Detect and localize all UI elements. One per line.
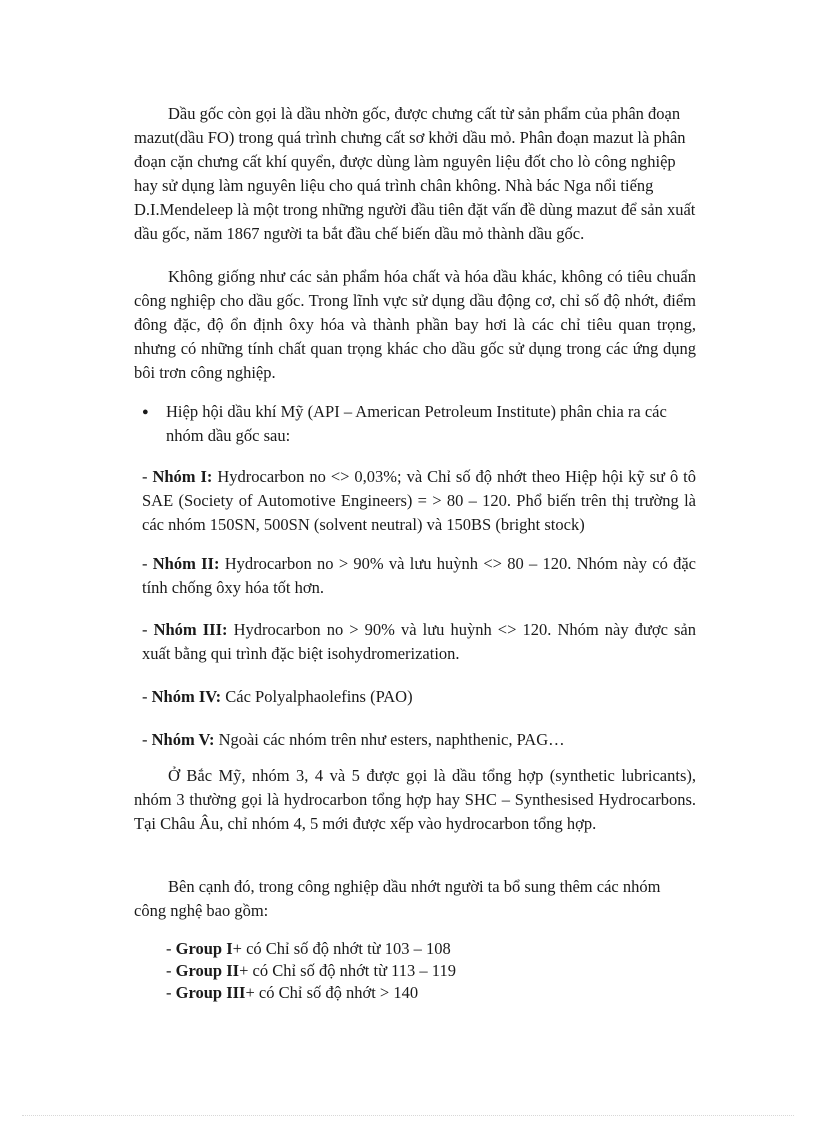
group-label: Nhóm V: (151, 730, 215, 749)
group-item-1 (142, 465, 696, 537)
group-text: Hydrocarbon no > 90% và lưu huỳnh <> 120. Nhóm này được sản xuất bằng qui trình đặc biệt isohydromerization. (142, 620, 696, 663)
tech-group-text: + có Chỉ số độ nhớt từ 113 – 119 (239, 961, 456, 980)
tech-group-item-1 (166, 938, 696, 960)
paragraph-tech-groups-intro: Bên cạnh đó, trong công nghiệp dầu nhớt người ta bổ sung thêm các nhóm công nghệ bao gồm: (134, 877, 661, 920)
tech-group-prefix: - (166, 983, 176, 1002)
group-prefix: - (142, 730, 152, 749)
bullet-api-groups: Hiệp hội dầu khí Mỹ (API – American Petroleum Institute) phân chia ra các nhóm dầu gốc sau: (166, 402, 667, 445)
bullet-dot-icon: ● (142, 406, 149, 418)
tech-group-prefix: - (166, 961, 176, 980)
tech-group-label: Group III (175, 983, 246, 1002)
group-label: Nhóm II: (152, 554, 220, 573)
group-item-5 (142, 728, 696, 752)
paragraph-base-oil-intro: Dầu gốc còn gọi là dầu nhờn gốc, được chưng cất từ sản phẩm của phân đoạn mazut(dầu FO) trong quá trình chưng cất sơ khởi dầu mỏ. Phân đoạn mazut là phân đoạn cặn chưng cất khí quyển, được dùng làm nguyên liệu đốt cho lò công nghiệp hay sử dụng làm nguyên liệu cho quá trình chân không. Nhà bác Nga nổi tiếng D.I.Mendeleep là một trong những người đầu tiên đặt vấn đề dùng mazut để sản xuất dầu gốc, năm 1867 người ta bắt đầu chế biến dầu mỏ thành dầu gốc. (134, 104, 696, 243)
group-prefix: - (142, 554, 153, 573)
tech-group-label: Group II (175, 961, 240, 980)
group-item-2 (142, 552, 696, 600)
group-item-4 (142, 685, 696, 709)
paragraph-north-america: Ở Bắc Mỹ, nhóm 3, 4 và 5 được gọi là dầu tổng hợp (synthetic lubricants), nhóm 3 thường gọi là hydrocarbon tổng hợp hay SHC – Synthesised Hydrocarbons. Tại Châu Âu, chỉ nhóm 4, 5 mới được xếp vào hydrocarbon tổng hợp. (134, 766, 696, 833)
group-item-3 (142, 618, 696, 666)
group-prefix: - (142, 467, 153, 486)
group-text: Hydrocarbon no <> 0,03%; và Chỉ số độ nhớt theo Hiệp hội kỹ sư ô tô SAE (Society of Automotive Engineers) = > 80 – 120. Phổ biến trên thị trường là các nhóm 150SN, 500SN (solvent neutral) và 150BS (bright stock) (142, 467, 696, 534)
group-label: Nhóm I: (152, 467, 213, 486)
group-label: Nhóm IV: (151, 687, 222, 706)
tech-group-text: + có Chỉ số độ nhớt > 140 (245, 983, 419, 1002)
group-text: Hydrocarbon no > 90% và lưu huỳnh <> 80 – 120. Nhóm này có đặc tính chống ôxy hóa tốt hơn. (142, 554, 696, 597)
group-text: Ngoài các nhóm trên như esters, naphthenic, PAG… (214, 730, 565, 749)
tech-group-label: Group I (175, 939, 233, 958)
group-label: Nhóm III: (153, 620, 228, 639)
tech-group-item-2 (166, 960, 696, 982)
group-prefix: - (142, 687, 152, 706)
tech-group-item-3 (166, 982, 696, 1004)
group-text: Các Polyalphaolefins (PAO) (221, 687, 413, 706)
page-bottom-border (22, 1115, 794, 1116)
tech-group-prefix: - (166, 939, 176, 958)
tech-group-text: + có Chỉ số độ nhớt từ 103 – 108 (232, 939, 451, 958)
paragraph-no-standard: Không giống như các sản phẩm hóa chất và hóa dầu khác, không có tiêu chuẩn công nghiệp cho dầu gốc. Trong lĩnh vực sử dụng dầu động cơ, chỉ số độ nhớt, điểm đông đặc, độ ổn định ôxy hóa và thành phần bay hơi là các chỉ tiêu quan trọng, nhưng có những tính chất quan trọng khác cho dầu gốc sử dụng trong các ứng dụng bôi trơn công nghiệp. (134, 267, 696, 382)
group-prefix: - (142, 620, 154, 639)
